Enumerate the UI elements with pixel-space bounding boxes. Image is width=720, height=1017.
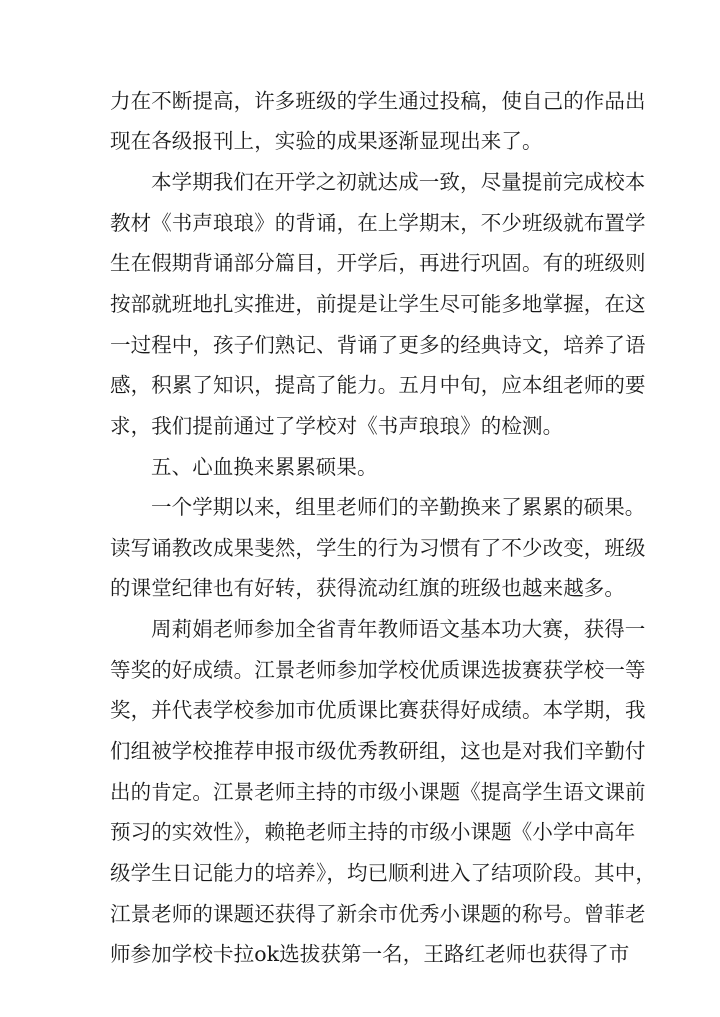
text-line-14: 周莉娟老师参加全省青年教师语文基本功大赛，获得一: [151, 617, 646, 641]
text-line-15: 等奖的好成绩。江景老师参加学校优质课选拔赛获学校一等: [110, 658, 646, 682]
text-line-7: 一过程中，孩子们熟记、背诵了更多的经典诗文，培养了语: [110, 333, 646, 357]
text-line-2: 现在各级报刊上，实验的成果逐渐显现出来了。: [110, 129, 543, 153]
text-line-21: 江景老师的课题还获得了新余市优秀小课题的称号。曾菲老: [110, 902, 646, 926]
text-line-8: 感，积累了知识，提高了能力。五月中旬，应本组老师的要: [110, 373, 646, 397]
text-line-3: 本学期我们在开学之初就达成一致，尽量提前完成校本: [151, 170, 646, 194]
text-line-19: 预习的实效性》，赖艳老师主持的市级小课题《小学中高年: [110, 820, 636, 844]
text-line-18: 出的肯定。江景老师主持的市级小课题《提高学生语文课前: [110, 780, 646, 804]
text-line-11: 一个学期以来，组里老师们的辛勤换来了累累的硕果。: [151, 495, 646, 519]
text-line-6: 按部就班地扎实推进，前提是让学生尽可能多地掌握，在这: [110, 292, 646, 316]
text-line-12: 读写诵教改成果斐然，学生的行为习惯有了不少改变，班级: [110, 536, 646, 560]
section-heading: 五、心血换来累累硕果。: [151, 455, 378, 479]
text-line-17: 们组被学校推荐申报市级优秀教研组，这也是对我们辛勤付: [110, 739, 646, 763]
text-line-4: 教材《书声琅琅》的背诵，在上学期末，不少班级就布置学: [110, 211, 646, 235]
text-line-1: 力在不断提高，许多班级的学生通过投稿，使自己的作品出: [110, 89, 646, 113]
text-line-5: 生在假期背诵部分篇目，开学后，再进行巩固。有的班级则: [110, 251, 646, 275]
text-line-22: 师参加学校卡拉ok选拔获第一名，王路红老师也获得了市: [110, 942, 630, 966]
text-line-16: 奖，并代表学校参加市优质课比赛获得好成绩。本学期，我: [110, 698, 646, 722]
text-line-13: 的课堂纪律也有好转，获得流动红旗的班级也越来越多。: [110, 576, 625, 600]
text-line-20: 级学生日记能力的培养》，均已顺利进入了结项阶段。其中，: [110, 861, 656, 885]
text-line-9: 求，我们提前通过了学校对《书声琅琅》的检测。: [110, 414, 564, 438]
